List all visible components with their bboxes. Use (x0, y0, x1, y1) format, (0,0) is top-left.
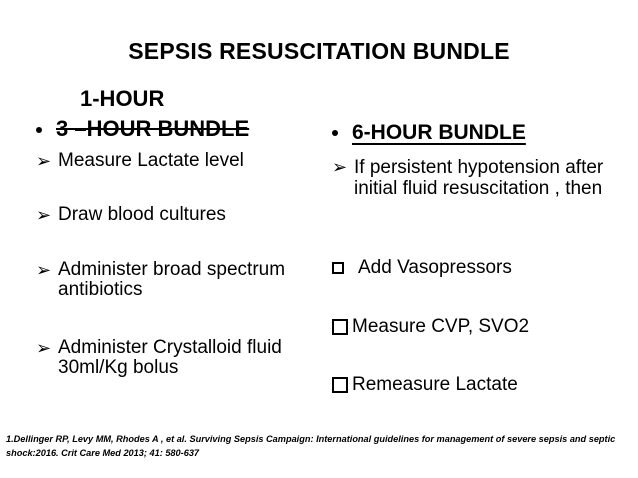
slide-title: SEPSIS RESUSCITATION BUNDLE (128, 38, 510, 64)
arrow-bullet-icon: ➢ (332, 157, 348, 177)
right-action-item (332, 257, 512, 279)
left-list-item (36, 338, 288, 378)
left-list-item (36, 151, 288, 172)
left-list-item (36, 260, 288, 300)
right-action-item (332, 374, 518, 396)
right-action-text: Remeasure Lactate (352, 374, 518, 395)
arrow-bullet-icon: ➢ (36, 151, 52, 171)
left-item-text: Measure Lactate level (58, 150, 244, 171)
six-hour-bundle-text: 6-HOUR BUNDLE (352, 121, 526, 144)
left-item-text: Draw blood cultures (58, 204, 226, 225)
bullet-dot-icon (332, 130, 338, 136)
left-list-item (36, 205, 288, 226)
right-condition-text: If persistent hypotension after initial fluid resuscitation , then (354, 157, 604, 199)
arrow-bullet-icon: ➢ (36, 205, 52, 225)
six-hour-bundle-heading (332, 121, 526, 145)
three-hour-bundle-heading (36, 116, 249, 142)
left-item-text: Administer broad spectrum antibiotics (58, 259, 286, 300)
checkbox-square-icon (332, 377, 348, 393)
arrow-bullet-icon: ➢ (36, 260, 52, 280)
bullet-dot-icon (36, 127, 42, 133)
checkbox-square-icon (332, 262, 344, 274)
right-action-item (332, 316, 529, 338)
three-hour-bundle-text: 3 –HOUR BUNDLE (56, 116, 250, 141)
one-hour-label: 1-HOUR (80, 86, 165, 111)
arrow-bullet-icon: ➢ (36, 338, 52, 358)
right-action-text: Measure CVP, SVO2 (352, 316, 530, 337)
right-condition-item (332, 157, 619, 199)
checkbox-square-icon (332, 319, 348, 335)
left-item-text: Administer Crystalloid fluid 30ml/Kg bolus (58, 337, 282, 378)
right-action-text: Add Vasopressors (358, 257, 512, 278)
reference-citation: 1.Dellinger RP, Levy MM, Rhodes A , et al. Surviving Sepsis Campaign: International guidelines for management of severe sepsis and septic shock:2016. Crit Care Med 2013; 41: 580-637 (6, 434, 616, 458)
